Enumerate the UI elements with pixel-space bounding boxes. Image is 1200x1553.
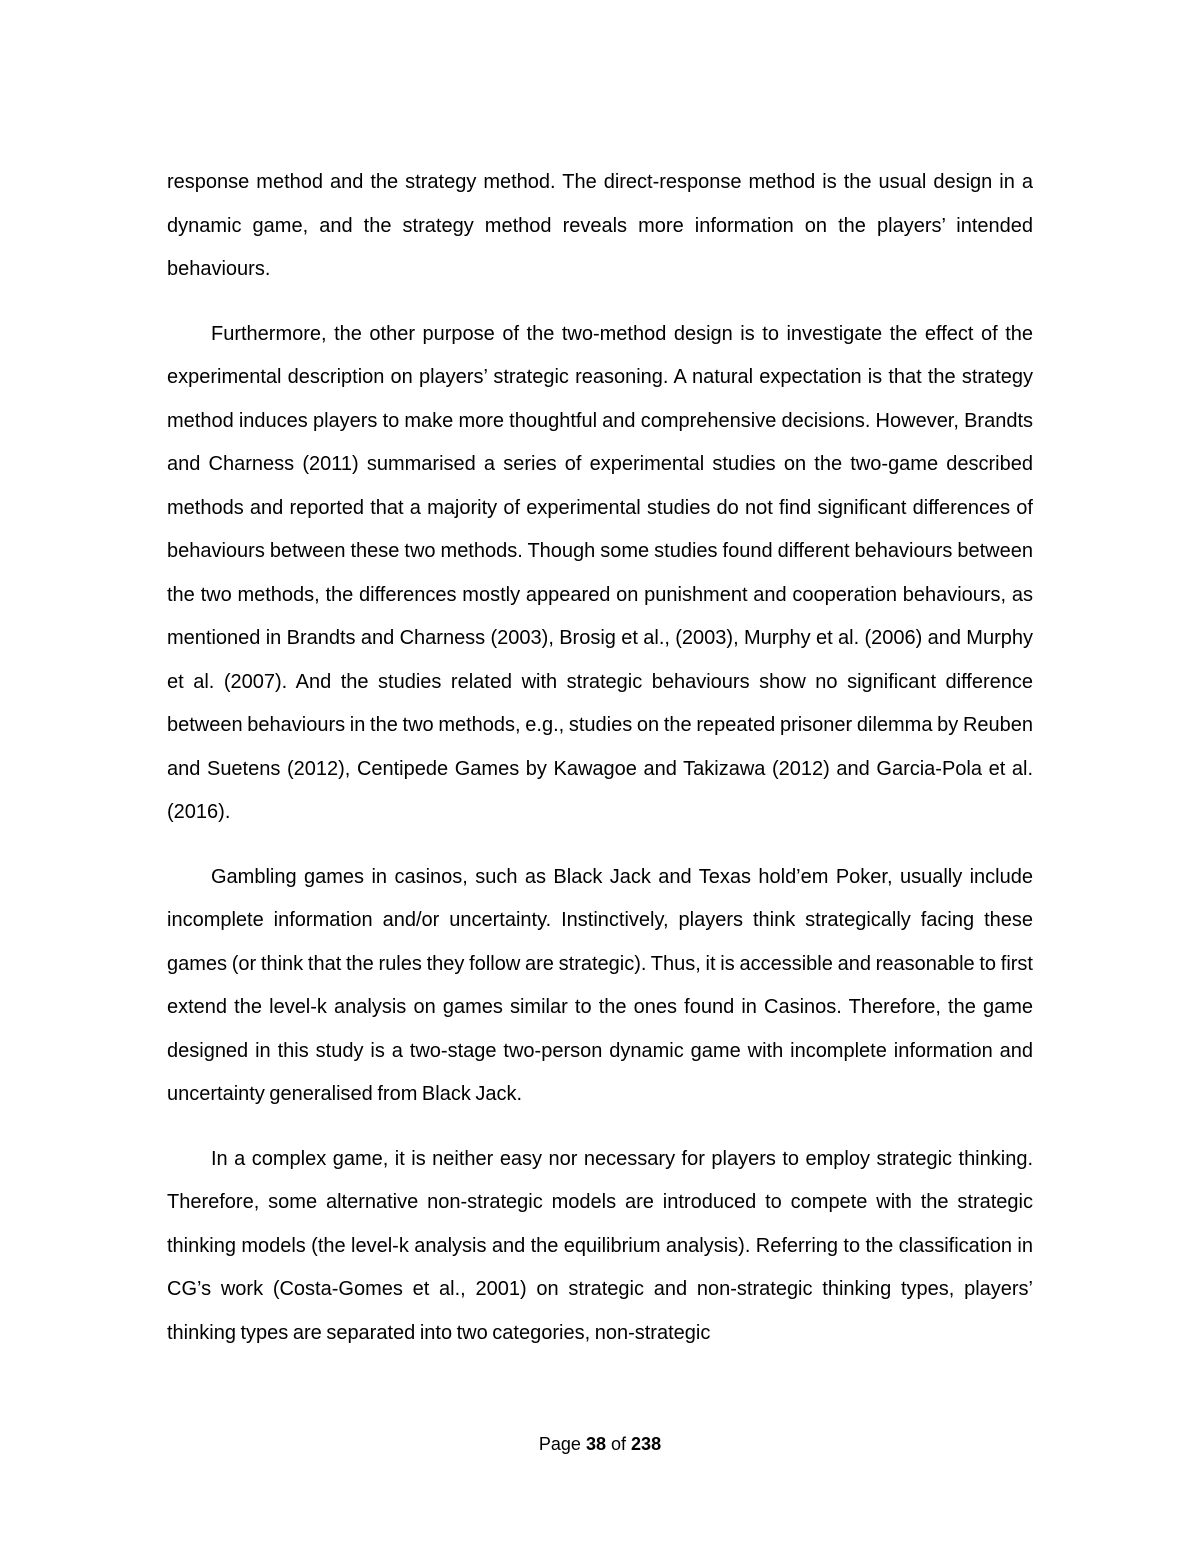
paragraph-two-method-design: Furthermore, the other purpose of the two-method design is to investigate the effect of the experimental description on players’ strategic reasoning. A natural expectation is that the strategy method induces players to make more thoughtful and comprehensive decisions. However, Brandts and Charness (2011) summarised a series of experimental studies on the two-game described methods and reported that a majority of experimental studies do not find significant differences of behaviours between these two methods. Though some studies found different behaviours between the two methods, the differences mostly appeared on punishment and cooperation behaviours, as mentioned in Brandts and Charness (2003), Brosig et al., (2003), Murphy et al. (2006) and Murphy et al. (2007). And the studies related with strategic behaviours show no significant difference between behaviours in the two methods, e.g., studies on the repeated prisoner dilemma by Reuben and Suetens (2012), Centipede Games by Kawagoe and Takizawa (2012) and Garcia-Pola et al. (2016). [167, 322, 1033, 823]
page-total: 238 [631, 1434, 662, 1454]
paragraph-complex-game: In a complex game, it is neither easy nor necessary for players to employ strategic thinking. Therefore, some alternative non-strategic models are introduced to compete with the strategic thinking models (the level-k analysis and the equilibrium analysis). Referring to the classification in CG’s work (Costa-Gomes et al., 2001) on strategic and non-strategic thinking types, players’ thinking types are separated into two categories, non-strategic [167, 1147, 1033, 1344]
page-of-label: of [611, 1434, 627, 1454]
page-footer [0, 1432, 1200, 1456]
body-text [167, 161, 1033, 1376]
paragraph-continuation: response method and the strategy method. The direct-response method is the usual design in a dynamic game, and the strategy method reveals more information on the players’ intended behaviours. [167, 171, 1033, 280]
page-label: Page [538, 1434, 581, 1454]
paragraph-gambling-games: Gambling games in casinos, such as Black Jack and Texas hold’em Poker, usually include incomplete information and/or uncertainty. Instinctively, players think strategically facing these games (or think that the rules they follow are strategic). Thus, it is accessible and reasonable to first extend the level-k analysis on games similar to the ones found in Casinos. Therefore, the game designed in this study is a two-stage two-person dynamic game with incomplete information and uncertainty generalised from Black Jack. [167, 865, 1033, 1105]
page-number: 38 [585, 1434, 606, 1454]
